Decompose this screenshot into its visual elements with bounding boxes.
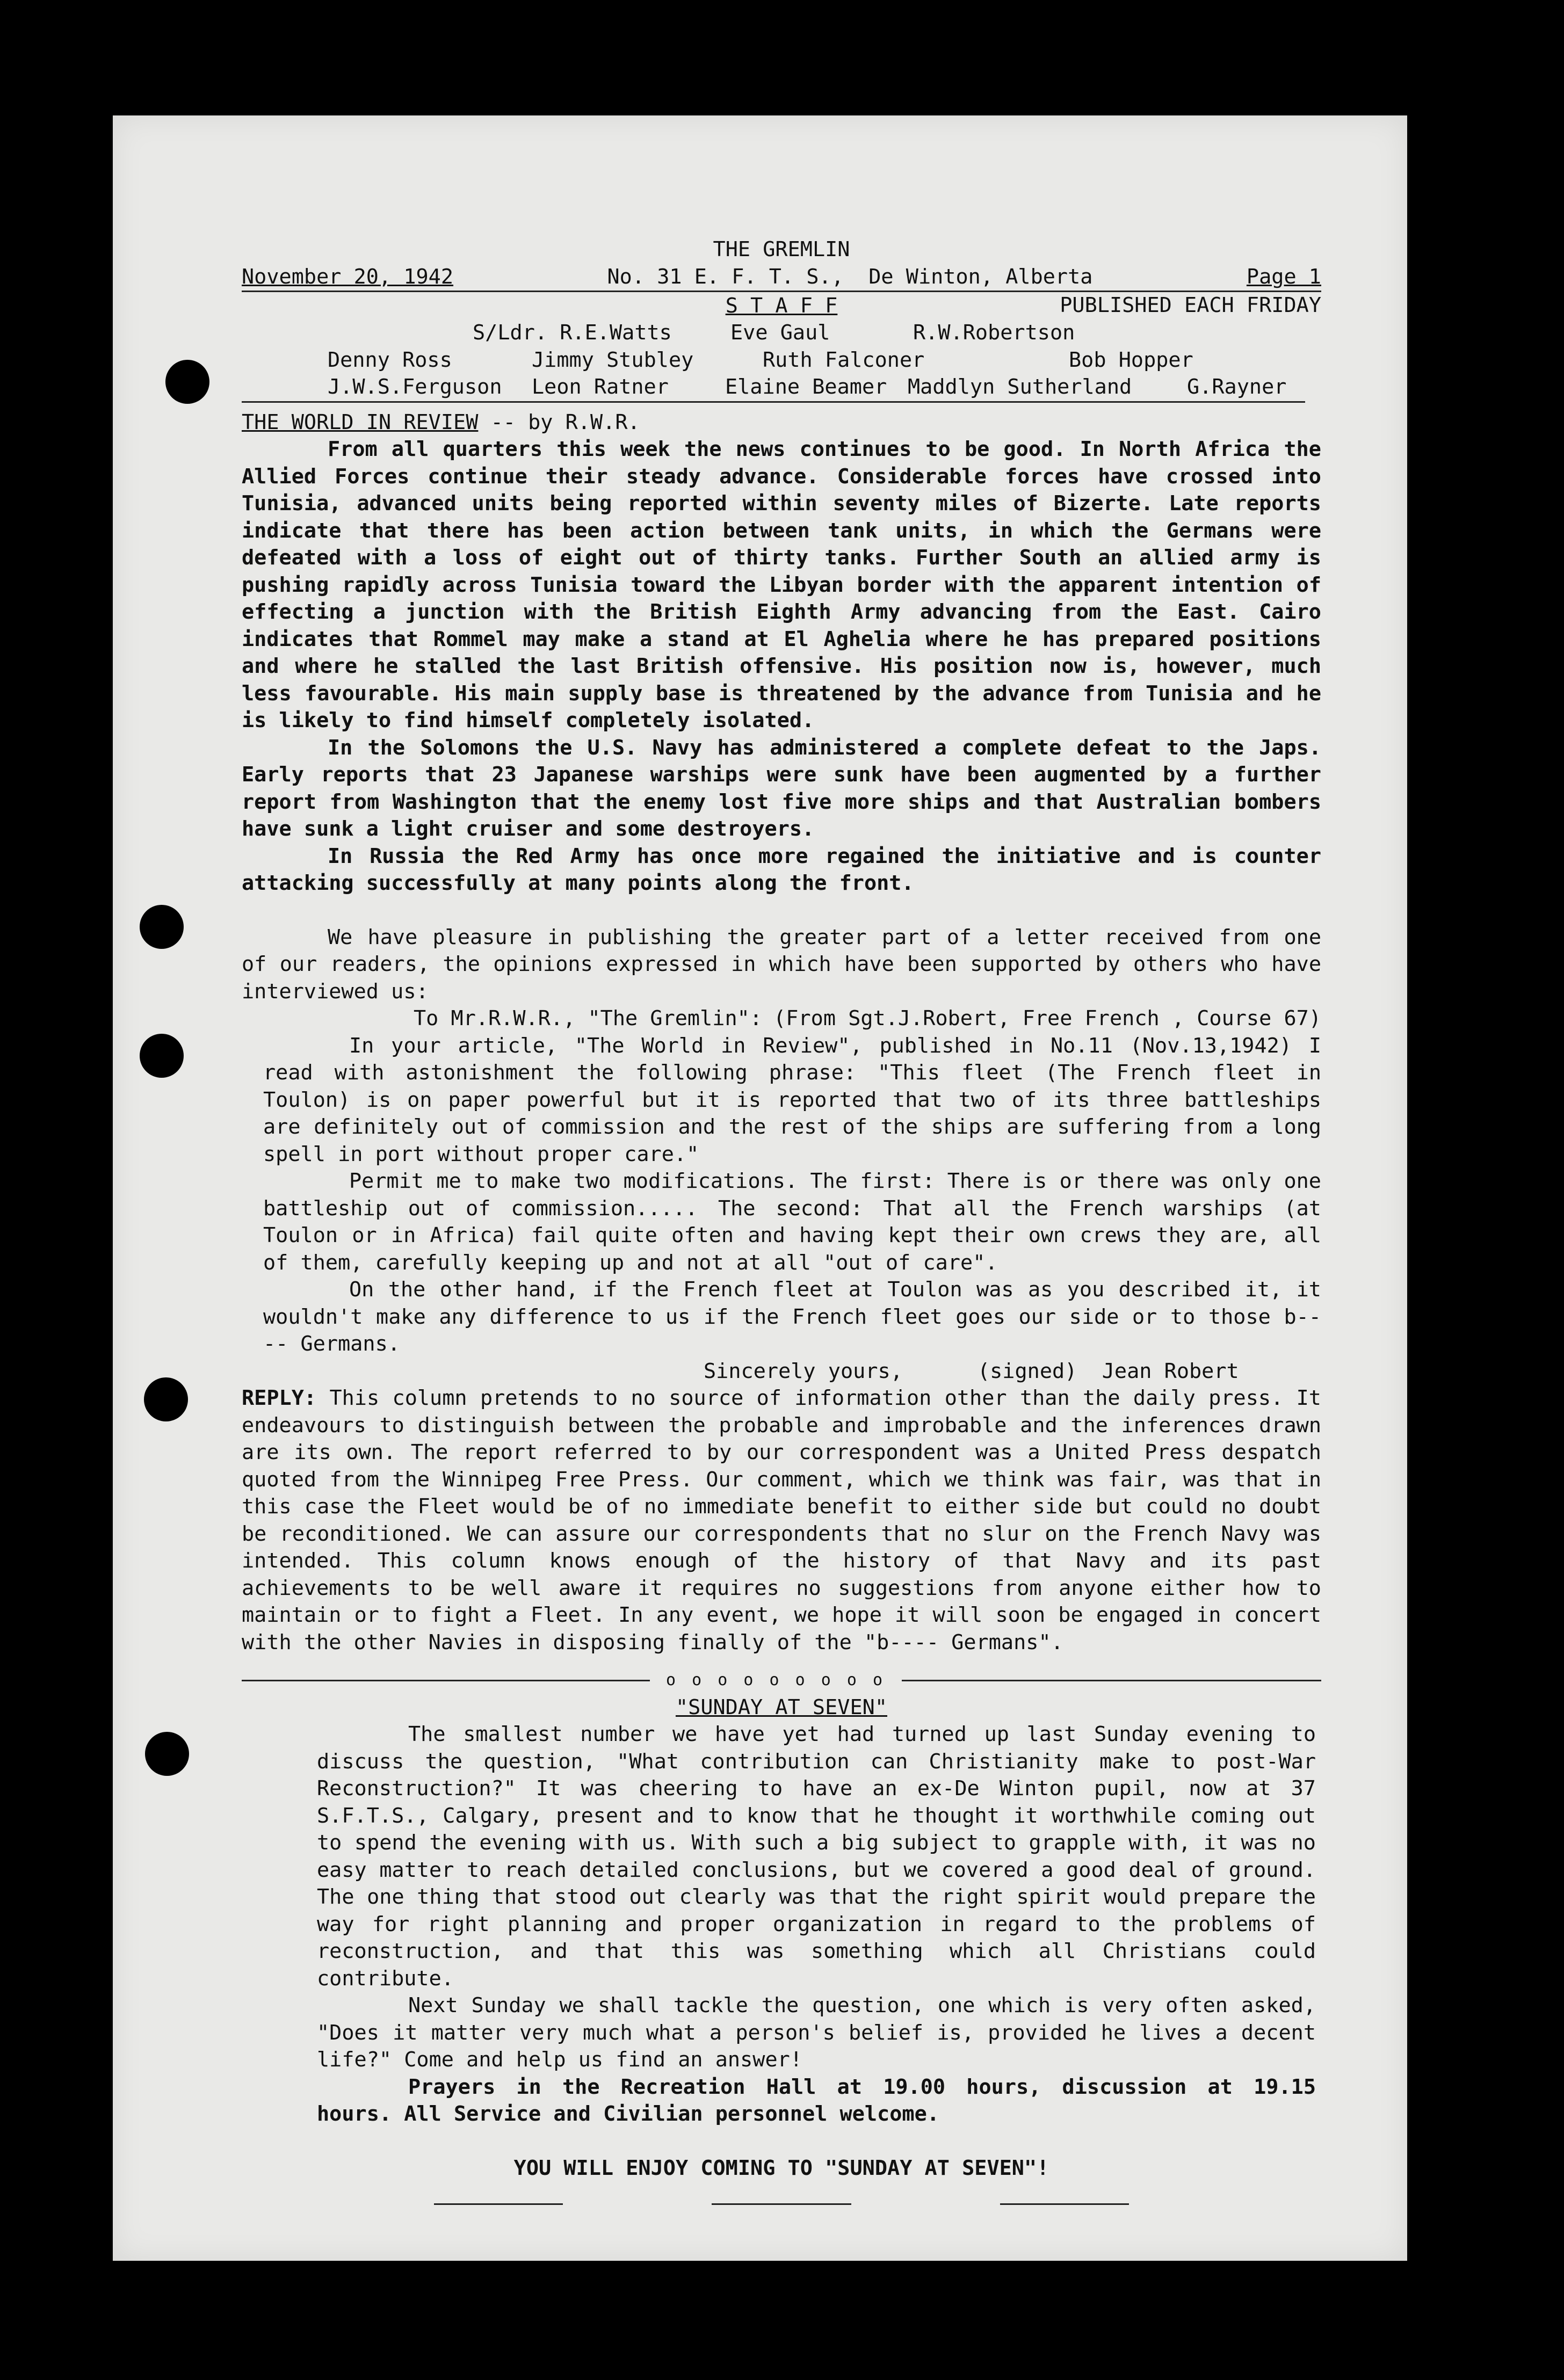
world-review-paragraph: In the Solomons the U.S. Navy has administered a complete defeat to the Japs. Early reports that 23 Japanese warships were sunk have been augmented by a further report from Washington that the enemy lost five more ships and that Australian bombers have sunk a light cruiser and some destroyers. — [242, 735, 1334, 841]
letter-sender: (From Sgt.J.Robert, Free French , Course 67) — [773, 1006, 1321, 1031]
staff-member: Eve Gaul — [730, 321, 830, 345]
staff-heading: S T A F F — [725, 293, 838, 318]
staff-member: S/Ldr. R.E.Watts — [473, 321, 672, 345]
sunday-paragraph: The smallest number we have yet had turned up last Sunday evening to discuss the question, "What contribution can Christianity make to post-War Reconstruction?" It was cheering to have an ex-De Winton pupil, now at 37 S.F.T.S., Calgary, present and to know that he thought it worthwhile coming out to spend the evening with us. With such a big subject to grapple with, it was no easy matter to reach detailed conclusions, but we covered a good deal of ground. The one thing that stood out clearly was that the right spirit would prepare the way for right planning and proper organization in regard to the problems of reconstruction, and that this was something which all Christians could contribute. — [317, 1722, 1329, 1991]
publication-frequency: PUBLISHED EACH FRIDAY — [1060, 293, 1321, 317]
punch-hole — [140, 1034, 184, 1078]
section-divider — [242, 1667, 1321, 1694]
staff-member: Denny Ross — [328, 347, 452, 372]
staff-member: G.Rayner — [1187, 375, 1287, 399]
footer-rule — [712, 2203, 851, 2205]
punch-hole — [140, 905, 184, 949]
issue-date: November 20, 1942 — [242, 264, 454, 289]
staff-row-3 — [242, 374, 1305, 403]
unit-location: No. 31 E. F. T. S., De Winton, Alberta — [607, 264, 1093, 289]
letter-paragraph: In your article, "The World in Review", published in No.11 (Nov.13,1942) I read with astonishment the following phrase: "This fleet (The French fleet in Toulon) is on paper powerful but it is reported that two of its three battleships are definitely out of commission and the rest of the ships are suffering from a long spell in port without proper care." — [263, 1033, 1334, 1166]
world-review-paragraph: In Russia the Red Army has once more regained the initiative and is counter attacking successfully at many points along the front. — [242, 844, 1334, 895]
divider-dots: o o o o o o o o o — [666, 1671, 886, 1689]
sunday-paragraph: Next Sunday we shall tackle the question, one which is very often asked, "Does it matter very much what a person's belief is, provided he lives a decent life?" Come and help us find an answer! — [317, 1993, 1329, 2072]
footer-rule — [1000, 2203, 1129, 2205]
letter-signature — [242, 1358, 1321, 1385]
world-review-byline: -- by R.W.R. — [478, 410, 640, 434]
world-review-heading: THE WORLD IN REVIEW — [242, 410, 479, 434]
world-review-header — [242, 409, 1321, 437]
divider-rule — [902, 1680, 1321, 1681]
reply-label: REPLY: — [242, 1386, 317, 1410]
letter-intro: We have pleasure in publishing the greater part of a letter received from one of our readers, the opinions expressed in which have been supported by others who have interviewed us: — [242, 925, 1334, 1004]
sunday-closing: YOU WILL ENJOY COMING TO "SUNDAY AT SEVEN"! — [513, 2156, 1049, 2180]
world-review-paragraph: From all quarters this week the news continues to be good. In North Africa the Allied Forces continue their steady advance. Considerable forces have crossed into Tunisia, advanced units being reported within seventy miles of Bizerte. Late reports indicate that there has been action between tank units, in which the Germans were defeated with a loss of eight out of thirty tanks. Further South an allied army is pushing rapidly across Tunisia toward the Libyan border with the apparent intention of effecting a junction with the British Eighth Army advancing from the East. Cairo indicates that Rommel may make a stand at El Aghelia where he has prepared positions and where he stalled the last British offensive. His position now is, however, much less favourable. His main supply base is threatened by the advance from Tunisia and he is likely to find himself completely isolated. — [242, 437, 1334, 732]
divider-rule — [242, 1680, 650, 1681]
staff-member: Leon Ratner — [532, 375, 669, 399]
staff-member: Maddlyn Sutherland — [908, 375, 1132, 399]
reply-text: This column pretends to no source of information other than the daily press. It endeavours to distinguish between the probable and improbable and the inferences drawn are its own. The report referred to by our correspondent was a United Press despatch quoted from the Winnipeg Free Press. Our comment, which we think was fair, was that in this case the Fleet would be of no immediate benefit to either side but could no doubt be reconditioned. We can assure our correspondents that no slur on the French Navy was intended. This column knows enough of the history of that Navy and its past achievements to be well aware it requires no suggestions from anyone either how to maintain or to fight a Fleet. In any event, we hope it will soon be engaged in concert with the other Navies in disposing finally of the "b---- Germans". — [242, 1386, 1334, 1655]
newsletter-content — [242, 236, 1334, 2205]
staff-member: Bob Hopper — [1069, 347, 1193, 372]
reply-paragraph — [242, 1385, 1334, 1656]
letter-recipient: To Mr.R.W.R., "The Gremlin": — [414, 1006, 763, 1031]
sunday-section — [242, 1721, 1329, 2128]
letter-paragraph: Permit me to make two modifications. The first: There is or there was only one battleship out of commission..... The second: That all the French warships (at Toulon or in Africa) fail quite often and having kept their own crews they are, all of them, carefully keeping up and not at all "out of care". — [263, 1169, 1334, 1275]
staff-member: R.W.Robertson — [913, 321, 1075, 345]
letter-closing: Sincerely yours, — [704, 1359, 903, 1383]
page-number: Page 1 — [1246, 264, 1321, 289]
letter-paragraph: On the other hand, if the French fleet at Toulon was as you described it, it wouldn't make any difference to us if the French fleet goes our side or to those b---- Germans. — [263, 1278, 1334, 1356]
staff-member: Elaine Beamer — [725, 375, 887, 399]
sunday-paragraph: Prayers in the Recreation Hall at 19.00 hours, discussion at 19.15 hours. All Service and Civilian personnel welcome. — [317, 2074, 1329, 2126]
footer-rule — [434, 2203, 563, 2205]
newsletter-sheet — [113, 115, 1407, 2261]
staff-member: J.W.S.Ferguson — [328, 375, 502, 399]
punch-hole — [145, 1732, 189, 1776]
letter-signed: (signed) Jean Robert — [977, 1359, 1239, 1383]
staff-row-1 — [242, 320, 1321, 347]
sunday-heading: "SUNDAY AT SEVEN" — [675, 1695, 888, 1719]
punch-hole — [165, 360, 209, 404]
masthead-line — [242, 264, 1321, 293]
footer-rules — [242, 2203, 1321, 2205]
staff-row-2 — [242, 347, 1321, 374]
newsletter-title: THE GREMLIN — [713, 237, 850, 262]
staff-member: Jimmy Stubley — [532, 347, 694, 372]
staff-member: Ruth Falconer — [763, 347, 925, 372]
punch-hole — [144, 1377, 188, 1421]
letter-address — [242, 1005, 1321, 1033]
